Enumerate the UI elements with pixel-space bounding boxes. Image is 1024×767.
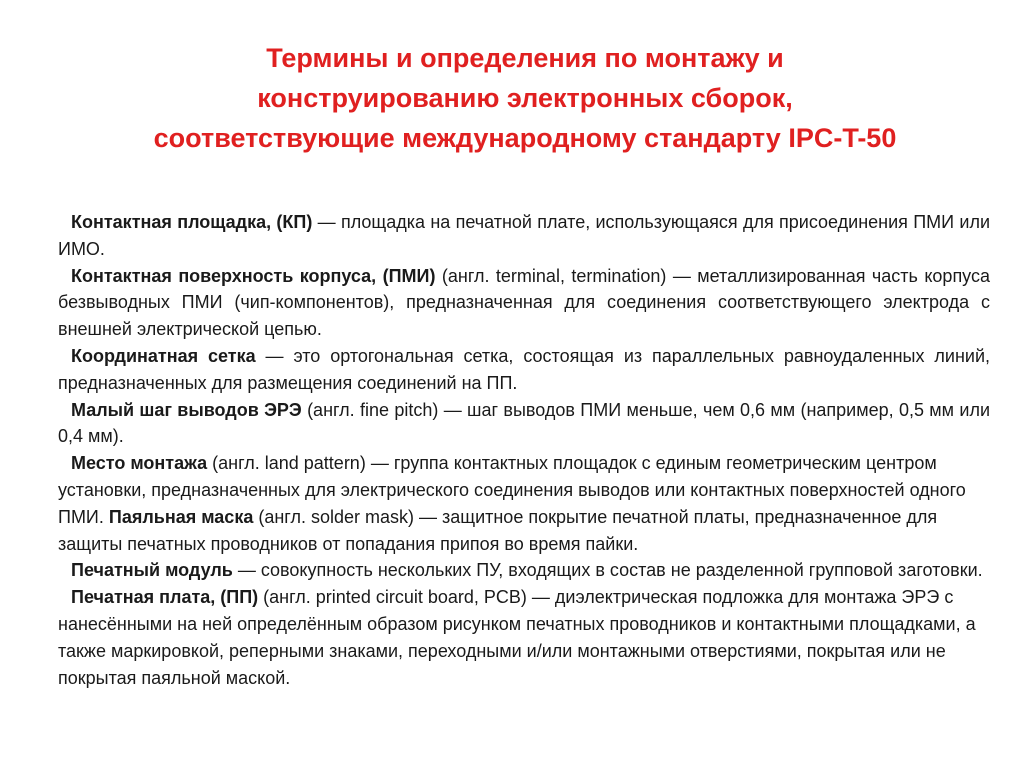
definition-fine-pitch (58, 397, 990, 451)
definition-pcb (58, 584, 990, 691)
definition-land-pattern (58, 450, 990, 557)
definition-fine-pitch-text: (англ. fine pitch) — шаг выводов ПМИ меньше, чем 0,6 мм (например, 0,5 мм или 0,4 мм). (58, 399, 990, 447)
definition-terminal (58, 263, 990, 343)
definitions-list (58, 209, 990, 691)
term-fine-pitch: Малый шаг выводов ЭРЭ (71, 399, 302, 420)
slide-title-line-2: конструированию электронных сборок, (257, 83, 793, 113)
definition-grid-text: — это ортогональная сетка, состоящая из параллельных равноудаленных линий, предназначенных для размещения соединений на ПП. (58, 345, 990, 393)
definition-pcb-text: (англ. printed circuit board, PCB) — диэлектрическая подложка для монтажа ЭРЭ с нанесёнными на ней определённым образом рисунком печатных проводников и контактными площадками, а также маркировкой, реперными знаками, переходными и/или монтажными отверстиями, покрытая или не покрытая паяльной маской. (58, 587, 976, 688)
definition-terminal-text: (англ. terminal, termination) — металлизированная часть корпуса безвыводных ПМИ (чип-компонентов), предназначенная для соединения соответствующего электрода с внешней электрической цепью. (58, 265, 990, 340)
definition-grid (58, 343, 990, 397)
definition-printed-module-text: — совокупность нескольких ПУ, входящих в состав не разделенной групповой заготовки. (232, 560, 983, 581)
definition-printed-module (58, 557, 990, 584)
definition-contact-pad-text: — площадка на печатной плате, использующаяся для присоединения ПМИ или ИМО. (58, 212, 991, 259)
term-land-pattern: Место монтажа (71, 453, 208, 474)
term-printed-module: Печатный модуль (71, 560, 233, 581)
slide-title-line-1: Термины и определения по монтажу и (266, 43, 784, 73)
definition-land-pattern-text: (англ. land pattern) — группа контактных площадок с единым геометрическим центром установки, предназначенных для электрического соединения выводов или контактных поверхностей одного ПМИ. (58, 453, 966, 527)
definition-solder-mask-text: (англ. solder mask) — защитное покрытие печатной платы, предназначенное для защиты печатных проводников от попадания припоя во время пайки. (58, 506, 938, 554)
term-solder-mask: Паяльная маска (108, 506, 254, 527)
term-pcb: Печатная плата, (ПП) (71, 587, 259, 608)
slide-title-line-3: соответствующие международному стандарту IPC-T-50 (153, 123, 897, 153)
definition-contact-pad (58, 209, 990, 263)
term-grid: Координатная сетка (71, 345, 256, 366)
slide-title (40, 38, 1010, 158)
term-contact-pad: Контактная площадка, (КП) (71, 212, 313, 232)
term-terminal: Контактная поверхность корпуса, (ПМИ) (71, 265, 436, 286)
